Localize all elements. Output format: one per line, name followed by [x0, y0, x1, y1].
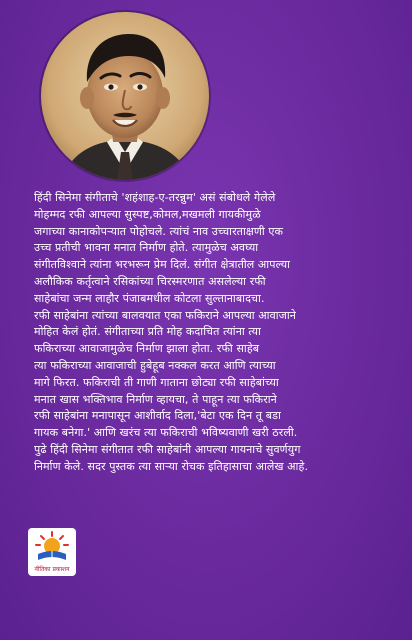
book-blurb — [34, 190, 384, 476]
sun-book-icon — [28, 528, 76, 568]
blurb-text: हिंदी सिनेमा संगीताचे 'शहंशाह-ए-तरन्नुम' असं संबोधले गेलेले मोहम्मद रफी आपल्या सुस्पष्ट,कोमल,मखमली गायकीमुळे जगाच्या कानाकोपऱ्यात पोहोचले. त्यांचं नाव उच्चारताक्षणी एक उच्च प्रतीची भावना मनात निर्माण होते. त्यामुळेच अवघ्या संगीतविश्वाने त्यांना भरभरून प्रेम दिलं. संगीत क्षेत्रातील आपल्या अलौकिक कर्तृत्वाने रसिकांच्या चिरस्मरणात असलेल्या रफी साहेबांचा जन्म लाहौर पंजाबमधील कोटला सुल्तानाबादचा. रफी साहेबांना त्यांच्या बालवयात एका फकिराने आपल्या आवाजाने मोहित केलं होतं. संगीताच्या प्रति मोह कदाचित त्यांना त्या फकिराच्या आवाजामुळेच निर्माण झाला होता. रफी साहेब त्या फकिराच्या आवाजाची हुबेहूब नक्कल करत आणि त्याच्या मागे फिरत. फकिराची ती गाणी गाताना छोट्या रफी साहेबांच्या मनात खास भक्तिभाव निर्माण व्हायचा, ते पाहून त्या फकिराने रफी साहेबांना मनापासून आशीर्वाद दिला,'बेटा एक दिन तू बडा गायक बनेगा.' आणि खरंच त्या फकिराची भविष्यवाणी खरी ठरली. पुढे हिंदी सिनेमा संगीतात रफी साहेबांनी आपल्या गायनाचे सुवर्णयुग निर्माण केले. सदर पुस्तक त्या साऱ्या रोचक इतिहासाचा आलेख आहे. — [34, 191, 309, 473]
author-portrait — [41, 12, 209, 180]
publisher-logo — [28, 528, 76, 576]
publisher-name: नीतिका प्रकाशन — [34, 566, 70, 573]
portrait-image — [41, 12, 209, 180]
